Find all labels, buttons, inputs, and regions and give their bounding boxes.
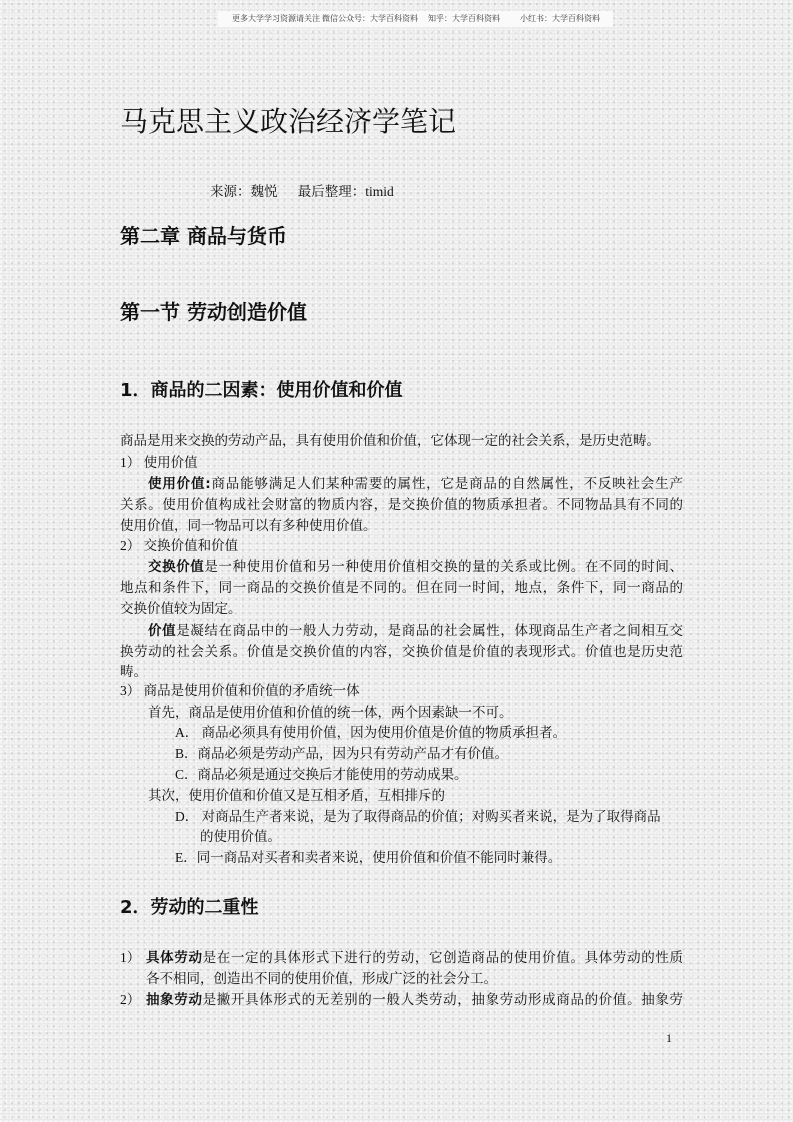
banner-xiaohongshu: 小红书：大学百科资料 xyxy=(520,14,600,23)
paragraph-line xyxy=(148,622,683,640)
list-item: 3） 商品是使用价值和价值的矛盾统一体 xyxy=(120,683,360,698)
paragraph-line: 关系。使用价值构成社会财富的物质内容，是交换价值的物质承担者。不同物品具有不同的 xyxy=(120,497,683,512)
list-item xyxy=(146,991,683,1009)
list-number: 2） xyxy=(120,992,141,1007)
text: 是凝结在商品中的一般人力劳动，是商品的社会属性，体现商品生产者之间相互交 xyxy=(176,623,684,638)
document-title: 马克思主义政治经济学笔记 xyxy=(120,105,457,138)
list-number: 1） xyxy=(120,950,141,965)
term-concrete-labor: 具体劳动 xyxy=(146,950,203,966)
list-item-continuation: 各不相同，创造出不同的使用价值，形成广泛的社会分工。 xyxy=(146,971,497,986)
paragraph-line: 商品是用来交换的劳动产品，具有使用价值和价值，它体现一定的社会关系，是历史范畴。 xyxy=(120,433,660,448)
list-item: D． 对商品生产者来说，是为了取得商品的价值；对购买者来说，是为了取得商品 xyxy=(175,809,661,824)
paragraph-line: 交换价值较为固定。 xyxy=(120,601,242,616)
paragraph-line xyxy=(148,475,683,493)
list-item-continuation: 的使用价值。 xyxy=(200,829,281,844)
paragraph-line: 换劳动的社会关系。价值是交换价值的内容，交换价值是价值的表现形式。价值也是历史范 xyxy=(120,644,683,659)
heading-dual-labor: 2．劳动的二重性 xyxy=(120,897,259,918)
page-number: 1 xyxy=(666,1031,672,1045)
list-item: C．商品必须是通过交换后才能使用的劳动成果。 xyxy=(175,767,468,782)
paragraph-line: 使用价值，同一物品可以有多种使用价值。 xyxy=(120,518,377,533)
banner-zhihu: 知乎：大学百科资料 xyxy=(428,14,500,23)
section-heading: 第一节 劳动创造价值 xyxy=(120,300,307,324)
paragraph-line: 其次，使用价值和价值又是互相矛盾，互相排斥的 xyxy=(148,788,445,803)
chapter-heading: 第二章 商品与货币 xyxy=(120,224,287,248)
list-item: 1） 使用价值 xyxy=(120,455,198,470)
term-value: 价值 xyxy=(148,623,177,639)
list-item: A． 商品必须具有使用价值，因为使用价值是价值的物质承担者。 xyxy=(175,725,567,740)
term-abstract-labor: 抽象劳动 xyxy=(146,992,203,1008)
paragraph-line xyxy=(148,558,683,576)
paragraph-line: 地点和条件下，同一商品的交换价值是不同的。但在同一时间，地点，条件下，同一商品的 xyxy=(120,580,683,595)
source-line: 来源：魏悦 最后整理：timid xyxy=(210,184,394,199)
list-item: B．商品必须是劳动产品，因为只有劳动产品才有价值。 xyxy=(175,746,509,761)
text: 是一种使用价值和另一种使用价值相交换的量的关系或比例。在不同的时间、 xyxy=(204,559,684,574)
text: 商品能够满足人们某种需要的属性，它是商品的自然属性，不反映社会生产 xyxy=(210,476,683,491)
list-item xyxy=(146,949,683,967)
paragraph-line: 畴。 xyxy=(120,664,147,679)
list-item: E．同一商品对买者和卖者来说，使用价值和价值不能同时兼得。 xyxy=(175,850,562,865)
promo-banner xyxy=(218,11,613,27)
list-item: 2） 交换价值和价值 xyxy=(120,538,239,553)
banner-wechat: 更多大学学习资源请关注 微信公众号：大学百科资料 xyxy=(232,14,418,23)
paragraph-line: 首先，商品是使用价值和价值的统一体，两个因素缺一不可。 xyxy=(148,705,513,720)
term-exchange-value: 交换价值 xyxy=(148,559,205,575)
text: 是撇开具体形式的无差别的一般人类劳动，抽象劳动形成商品的价值。抽象劳 xyxy=(202,992,684,1007)
term-use-value: 使用价值: xyxy=(148,476,211,492)
text: 是在一定的具体形式下进行的劳动，它创造商品的使用价值。具体劳动的性质 xyxy=(202,950,684,965)
heading-commodity-factors: 1．商品的二因素：使用价值和价值 xyxy=(120,380,403,401)
